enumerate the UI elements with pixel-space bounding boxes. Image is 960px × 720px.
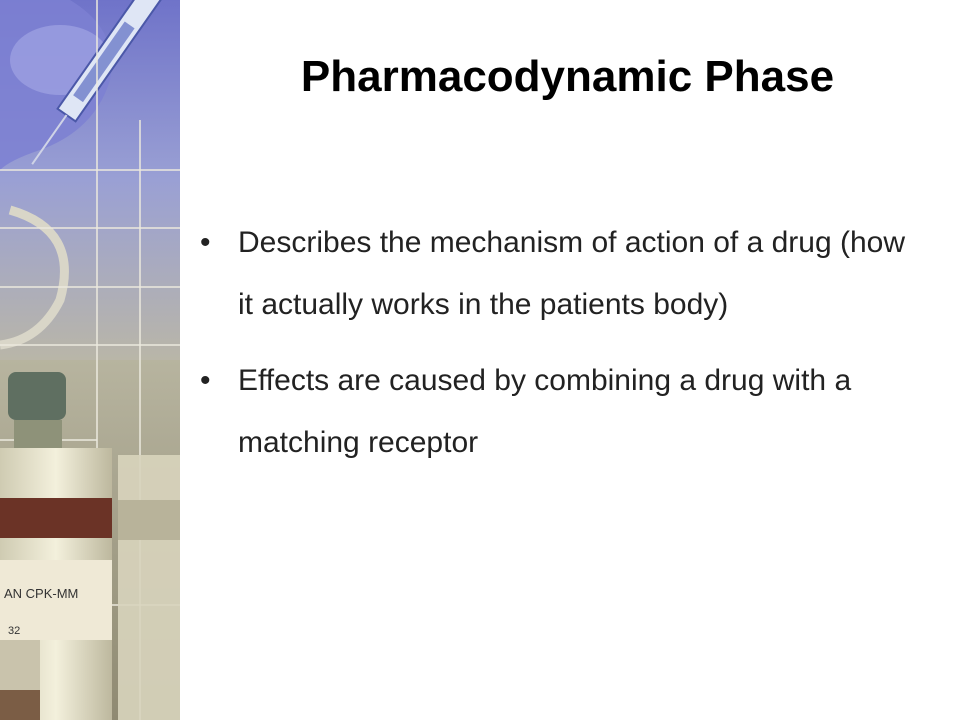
bullet-icon: •: [200, 226, 211, 259]
bullet-list: [200, 212, 910, 488]
bullet-item: [200, 350, 910, 474]
svg-text:AN CPK-MM: AN CPK-MM: [4, 586, 79, 601]
bullet-item: [200, 212, 910, 336]
decorative-side-image: [0, 0, 180, 720]
svg-text:32: 32: [8, 625, 21, 637]
bullet-text: Describes the mechanism of action of a drug (how it actually works in the patients body): [238, 226, 905, 321]
bullet-icon: •: [200, 364, 211, 397]
slide-title: Pharmacodynamic Phase: [300, 52, 835, 101]
bullet-text: Effects are caused by combining a drug with a matching receptor: [238, 364, 852, 459]
